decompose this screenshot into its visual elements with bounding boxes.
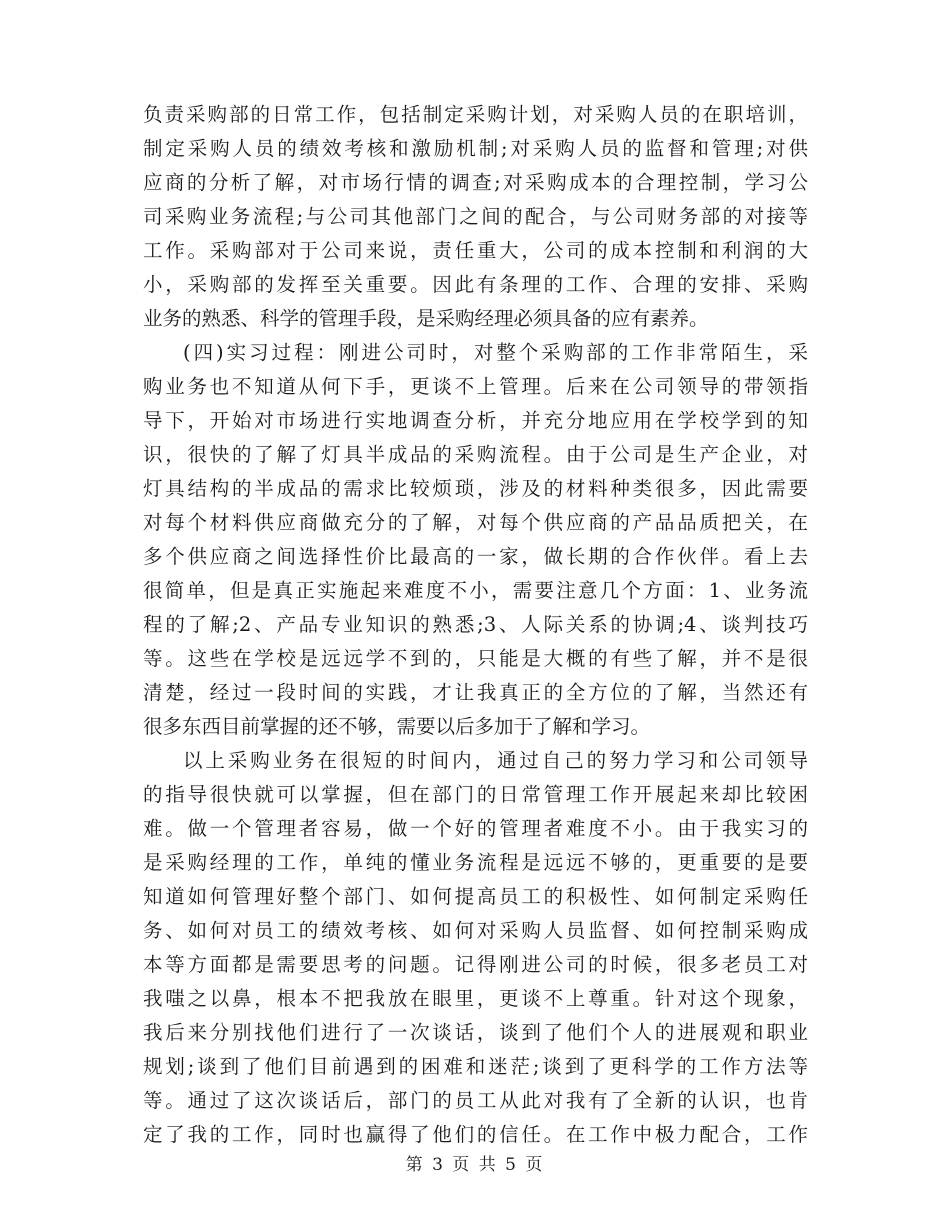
text-line: 制定采购人员的绩效考核和激励机制;对采购人员的监督和管理;对供	[143, 137, 808, 160]
text-line: 难。做一个管理者容易，做一个好的管理者难度不小。由于我实习的	[143, 817, 808, 840]
text-line: 很多东西目前掌握的还不够，需要以后多加于了解和学习。	[143, 715, 651, 738]
text-line: 以上采购业务在很短的时间内，通过自己的努力学习和公司领导	[183, 749, 808, 772]
text-line: 导下，开始对市场进行实地调查分析，并充分地应用在学校学到的知	[143, 409, 808, 432]
text-line: 等。通过了这次谈话后，部门的员工从此对我有了全新的认识，也肯	[143, 1089, 808, 1112]
paragraph	[143, 98, 808, 336]
text-line: 清楚，经过一段时间的实践，才让我真正的全方位的了解，当然还有	[143, 681, 808, 704]
text-line: 知道如何管理好整个部门、如何提高员工的积极性、如何制定采购任	[143, 885, 808, 908]
text-line: 定了我的工作，同时也赢得了他们的信任。在工作中极力配合，工作	[143, 1123, 808, 1146]
text-line: 规划;谈到了他们目前遇到的困难和迷茫;谈到了更科学的工作方法等	[143, 1055, 808, 1078]
text-line: 是采购经理的工作，单纯的懂业务流程是远远不够的，更重要的是要	[143, 851, 808, 874]
text-line: 司采购业务流程;与公司其他部门之间的配合，与公司财务部的对接等	[143, 205, 808, 228]
text-line: 的指导很快就可以掌握，但在部门的日常管理工作开展起来却比较困	[143, 783, 808, 806]
text-line: 程的了解;2、产品专业知识的熟悉;3、人际关系的协调;4、谈判技巧	[143, 613, 808, 636]
text-line: 购业务也不知道从何下手，更谈不上管理。后来在公司领导的带领指	[143, 375, 808, 398]
paragraph	[143, 744, 808, 1152]
text-line: 业务的熟悉、科学的管理手段，是采购经理必须具备的应有素养。	[143, 307, 709, 330]
text-line: 我后来分别找他们进行了一次谈话，谈到了他们个人的进展观和职业	[143, 1021, 808, 1044]
text-line: 应商的分析了解，对市场行情的调查;对采购成本的合理控制，学习公	[143, 171, 808, 194]
text-line: 负责采购部的日常工作，包括制定采购计划，对采购人员的在职培训，	[143, 103, 808, 126]
text-line: 本等方面都是需要思考的问题。记得刚进公司的时候，很多老员工对	[143, 953, 808, 976]
document-body	[143, 98, 808, 1152]
text-line: 工作。采购部对于公司来说，责任重大，公司的成本控制和利润的大	[143, 239, 808, 262]
text-line: (四)实习过程：刚进公司时，对整个采购部的工作非常陌生，采	[183, 341, 808, 364]
paragraph	[143, 336, 808, 744]
text-line: 灯具结构的半成品的需求比较烦琐，涉及的材料种类很多，因此需要	[143, 477, 808, 500]
text-line: 对每个材料供应商做充分的了解，对每个供应商的产品品质把关，在	[143, 511, 808, 534]
text-line: 等。这些在学校是远远学不到的，只能是大概的有些了解，并不是很	[143, 647, 808, 670]
text-line: 识，很快的了解了灯具半成品的采购流程。由于公司是生产企业，对	[143, 443, 808, 466]
text-line: 我嗤之以鼻，根本不把我放在眼里，更谈不上尊重。针对这个现象，	[143, 987, 808, 1010]
text-line: 多个供应商之间选择性价比最高的一家，做长期的合作伙伴。看上去	[143, 545, 808, 568]
page-number-footer: 第 3 页 共 5 页	[405, 1155, 545, 1175]
text-line: 小，采购部的发挥至关重要。因此有条理的工作、合理的安排、采购	[143, 273, 808, 296]
text-line: 很简单，但是真正实施起来难度不小，需要注意几个方面：1、业务流	[143, 579, 808, 602]
text-line: 务、如何对员工的绩效考核、如何对采购人员监督、如何控制采购成	[143, 919, 808, 942]
